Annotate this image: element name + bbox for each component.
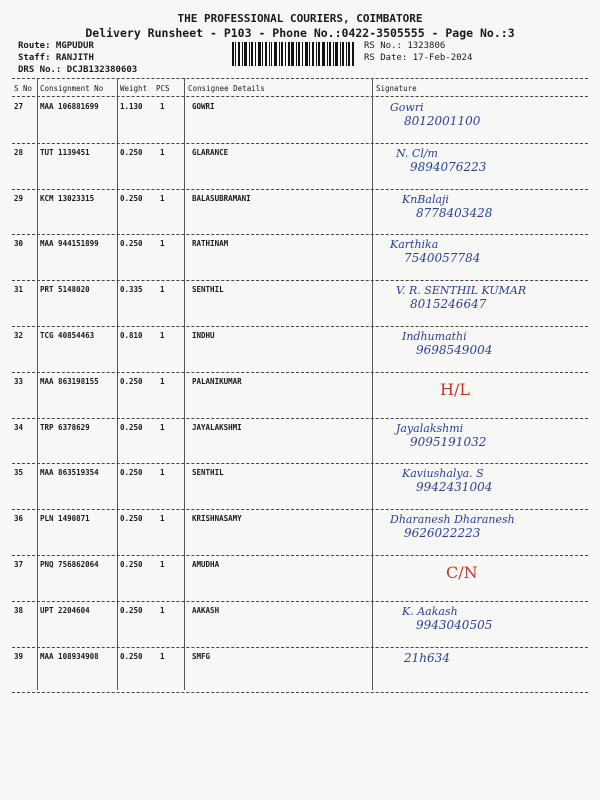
table-row [0,282,600,328]
cell-consignee: JAYALAKSHMI [192,422,242,432]
cell-pcs: 1 [160,605,165,615]
cell-sno: 31 [14,285,24,295]
row-separator [12,372,588,373]
signature [396,422,486,449]
cell-consignee: SMFG [192,651,211,661]
rs-number: RS No.: 1323806 [364,41,446,51]
row-separator [12,692,588,693]
route-label: Route: MGPUDUR [18,41,94,51]
cell-consignee: SENTHIL [192,285,224,295]
signature-phone: 9943040505 [416,617,493,632]
col-pcs: PCS [156,84,170,93]
signature-phone: 8778403428 [416,205,493,220]
cell-pcs: 1 [160,468,165,478]
signature [402,605,492,632]
signature-name: Indhumathi [402,330,467,343]
table-row [0,145,600,191]
drs-number: DRS No.: DCJB132380603 [18,65,138,75]
row-separator [12,234,588,235]
cell-weight: 1.130 [120,102,143,111]
signature [402,467,492,494]
signature-phone: 9626022223 [404,526,481,541]
cell-sno: 37 [14,560,24,569]
cell-pcs: 1 [160,331,165,340]
cell-weight: 0.250 [120,651,143,661]
signature [390,513,515,540]
cell-consignment-no: TRP 6378629 [40,422,90,432]
row-separator [12,601,588,602]
row-separator [12,418,588,419]
signature-name: N. Cl/m [396,146,438,160]
delivery-remark: C/N [446,563,478,582]
cell-pcs: 1 [160,147,165,157]
cell-weight: 0.250 [120,147,143,157]
header-top-rule [12,78,588,79]
cell-consignment-no: TUT 1139451 [40,147,90,157]
cell-weight: 0.250 [120,560,143,569]
signature [396,284,526,311]
row-separator [12,189,588,190]
cell-sno: 36 [14,514,24,524]
cell-consignee: KRISHNASAMY [192,514,242,524]
table-row [0,511,600,557]
row-separator [12,143,588,144]
cell-weight: 0.250 [120,239,143,249]
cell-pcs: 1 [160,285,165,295]
row-separator [12,280,588,281]
table-row [0,236,600,282]
cell-consignee: PALANIKUMAR [192,376,242,386]
cell-sno: 30 [14,239,24,249]
cell-sno: 34 [14,422,24,432]
signature [402,330,492,357]
cell-weight: 0.250 [120,605,143,615]
cell-consignee: SENTHIL [192,468,224,478]
cell-sno: 38 [14,605,24,615]
cell-consignment-no: MAA 108934908 [40,651,99,661]
cell-weight: 0.335 [120,285,143,295]
company-title: THE PROFESSIONAL COURIERS, COIMBATORE [177,12,423,25]
signature [396,147,486,174]
cell-weight: 0.250 [120,193,143,203]
signature-phone: 7540057784 [404,251,481,266]
cell-pcs: 1 [160,651,165,661]
cell-consignment-no: MAA 863519354 [40,468,99,478]
signature-phone: 8012001100 [404,114,481,128]
cell-consignment-no: MAA 944151899 [40,239,99,249]
table-row [0,191,600,237]
signature [390,238,480,265]
signature-name: Dharanesh Dharanesh [390,513,515,527]
staff-label: Staff: RANJITH [18,53,94,63]
col-consignment: Consignment No [40,84,104,93]
cell-sno: 35 [14,468,24,478]
table-row [0,557,600,603]
cell-pcs: 1 [160,193,165,203]
signature-phone: 9942431004 [416,480,493,495]
cell-consignee: INDHU [192,331,215,340]
cell-pcs: 1 [160,102,165,111]
cell-consignment-no: PLN 1490871 [40,514,90,524]
row-separator [12,509,588,510]
col-weight: Weight [120,84,148,93]
cell-sno: 33 [14,376,24,386]
col-sno: S No [14,84,33,93]
cell-weight: 0.250 [120,514,143,524]
cell-sno: 29 [14,193,24,203]
cell-consignment-no: PNQ 756862064 [40,560,99,569]
signature-name: K. Aakash [402,604,458,618]
barcode [232,42,354,66]
cell-weight: 0.250 [120,422,143,432]
cell-consignee: GLARANCE [192,147,229,157]
cell-consignee: GOWRI [192,102,215,111]
row-separator [12,326,588,327]
delivery-remark: H/L [440,379,470,399]
cell-consignee: RATHINAM [192,239,229,249]
cell-pcs: 1 [160,560,165,569]
cell-pcs: 1 [160,239,165,249]
cell-weight: 0.250 [120,376,143,386]
signature-phone: 9698549004 [416,343,493,357]
row-separator [12,555,588,556]
col-signature: Signature [376,84,417,93]
header-bottom-rule [12,96,588,97]
signature-name: KnBalaji [402,192,449,206]
table-row [0,420,600,466]
signature-name: Kaviushalya. S [402,467,484,481]
signature [390,376,470,399]
row-separator [12,463,588,464]
runsheet-subtitle: Delivery Runsheet - P103 - Phone No.:0422-3505555 - Page No.:3 [85,26,515,40]
signature-phone: 21h634 [404,650,450,665]
table-row [0,603,600,649]
signature [402,193,492,220]
cell-consignee: AMUDHA [192,560,220,569]
cell-consignment-no: MAA 106881699 [40,102,99,111]
cell-pcs: 1 [160,422,165,432]
cell-sno: 28 [14,147,24,157]
rs-date: RS Date: 17-Feb-2024 [364,53,473,63]
signature [390,651,450,665]
signature-phone: 9095191032 [410,434,487,449]
cell-sno: 27 [14,102,24,111]
col-consignee: Consignee Details [188,84,265,93]
cell-consignment-no: KCM 13023315 [40,193,95,203]
cell-consignment-no: MAA 863198155 [40,376,99,386]
signature [390,101,480,128]
signature-name: Jayalakshmi [396,421,464,435]
row-separator [12,647,588,648]
table-row [0,649,600,695]
table-row [0,465,600,511]
cell-consignment-no: TCG 40854463 [40,331,95,340]
signature [396,559,478,582]
cell-consignment-no: PRT 5148020 [40,285,90,295]
cell-consignee: AAKASH [192,605,220,615]
cell-consignee: BALASUBRAMANI [192,193,251,203]
table-row [0,99,600,145]
signature-phone: 9894076223 [410,159,487,174]
signature-name: Karthika [390,238,439,252]
cell-weight: 0.250 [120,468,143,478]
cell-pcs: 1 [160,514,165,524]
table-row [0,374,600,420]
cell-weight: 0.810 [120,331,143,340]
signature-name: V. R. SENTHIL KUMAR [396,284,527,298]
table-row [0,328,600,374]
signature-phone: 8015246647 [410,297,487,312]
cell-pcs: 1 [160,376,165,386]
cell-sno: 39 [14,651,24,661]
cell-consignment-no: UPT 2204604 [40,605,90,615]
signature-name: Gowri [390,101,424,114]
cell-sno: 32 [14,331,24,340]
